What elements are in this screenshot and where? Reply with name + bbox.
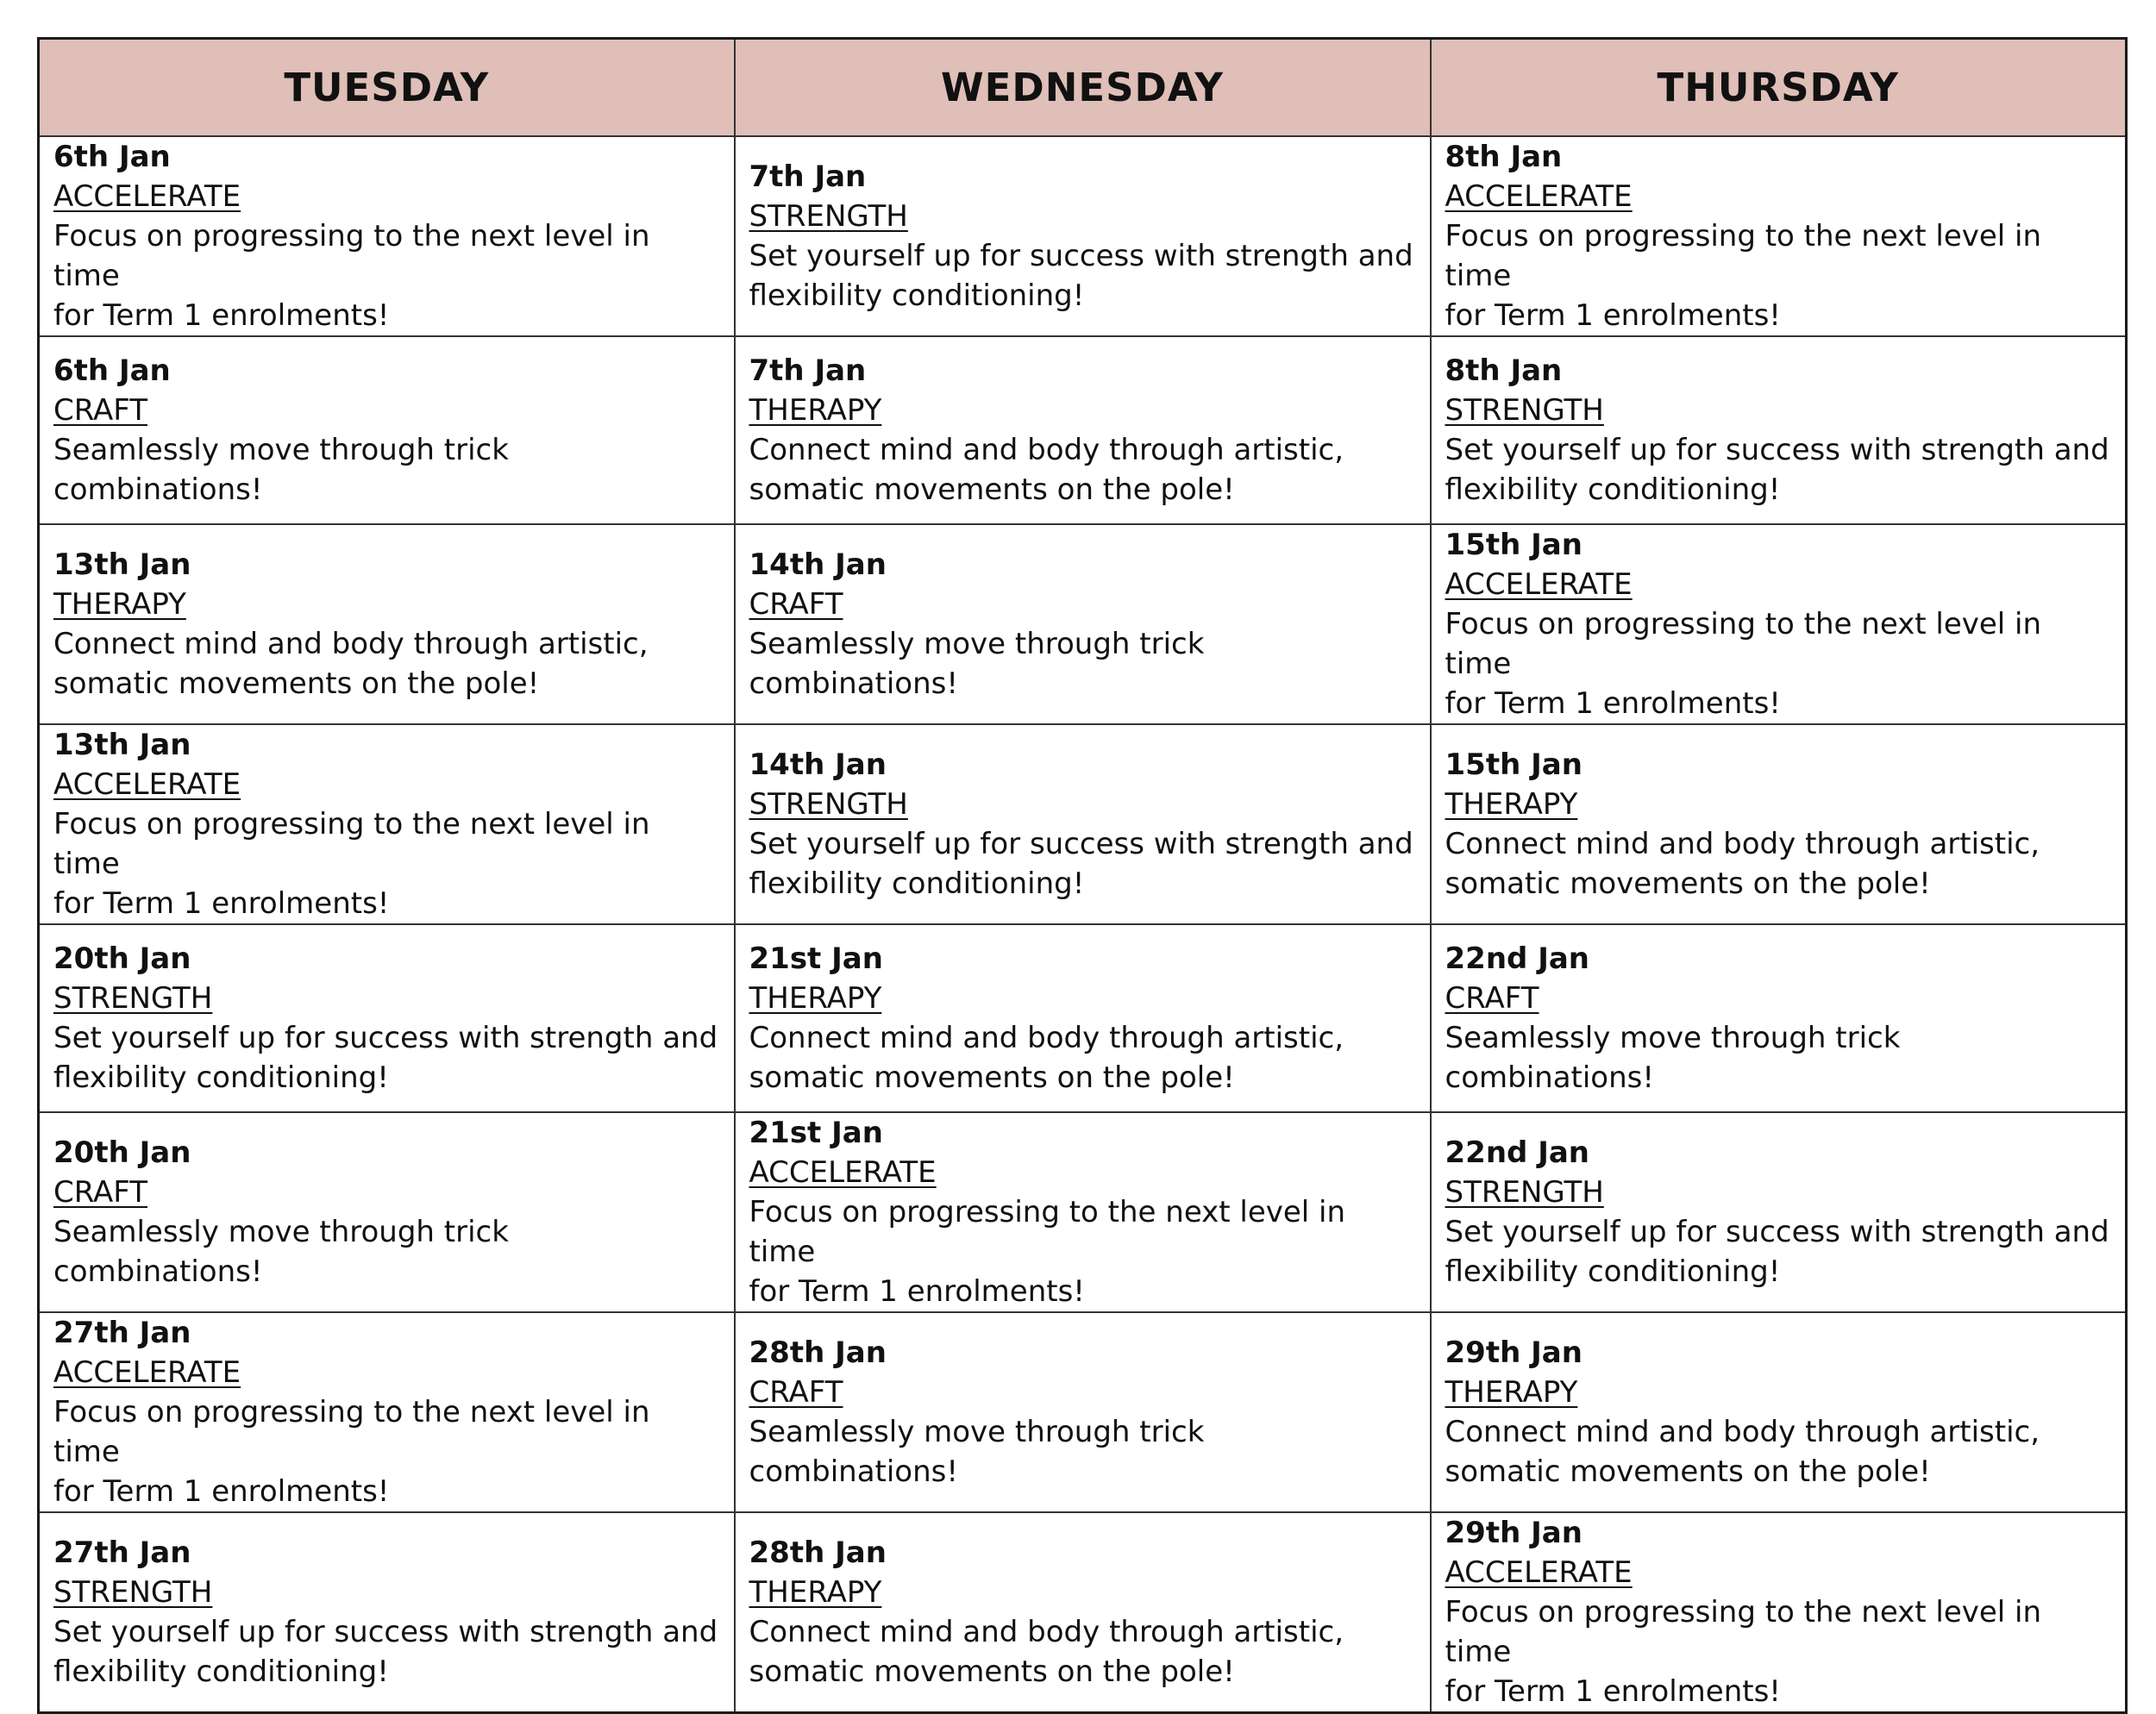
cell-description: Set yourself up for success with strength and flexibility conditioning!	[749, 826, 1413, 901]
cell-date: 15th Jan	[1445, 747, 1583, 782]
cell-class-name: ACCELERATE	[1445, 1554, 1633, 1590]
cell-description: Connect mind and body through artistic, somatic movements on the pole!	[1445, 1414, 2040, 1489]
table-row	[39, 136, 2127, 336]
cell-date: 6th Jan	[53, 139, 171, 174]
cell-description: Focus on progressing to the next level in time for Term 1 enrolments!	[53, 218, 650, 333]
cell-class-name: ACCELERATE	[749, 1154, 937, 1190]
cell-class-name: STRENGTH	[1445, 1174, 1604, 1210]
cell-description: Seamlessly move through trick combinations!	[53, 432, 509, 507]
schedule-cell	[1431, 924, 2127, 1112]
cell-date: 22nd Jan	[1445, 1135, 1589, 1170]
table-row	[39, 336, 2127, 524]
header-thursday: THURSDAY	[1431, 39, 2127, 136]
cell-description: Focus on progressing to the next level in time for Term 1 enrolments!	[1445, 606, 2042, 721]
cell-description: Connect mind and body through artistic, somatic movements on the pole!	[749, 1614, 1344, 1689]
cell-description: Set yourself up for success with strength and flexibility conditioning!	[53, 1614, 718, 1689]
table-row	[39, 1512, 2127, 1713]
schedule-cell	[735, 1512, 1431, 1713]
table-row	[39, 924, 2127, 1112]
schedule-cell	[1431, 724, 2127, 924]
header-tuesday: TUESDAY	[39, 39, 735, 136]
cell-date: 28th Jan	[749, 1535, 887, 1570]
cell-class-name: STRENGTH	[749, 786, 908, 822]
schedule-cell	[1431, 136, 2127, 336]
cell-class-name: CRAFT	[749, 586, 843, 622]
cell-description: Set yourself up for success with strength and flexibility conditioning!	[749, 238, 1413, 313]
cell-class-name: THERAPY	[749, 980, 882, 1016]
cell-date: 13th Jan	[53, 727, 191, 762]
schedule-cell	[39, 924, 735, 1112]
schedule-cell	[735, 1312, 1431, 1512]
cell-class-name: STRENGTH	[1445, 392, 1604, 428]
cell-date: 14th Jan	[749, 747, 887, 782]
cell-date: 21st Jan	[749, 941, 883, 976]
cell-class-name: STRENGTH	[749, 198, 908, 234]
cell-date: 20th Jan	[53, 1135, 191, 1170]
cell-class-name: ACCELERATE	[1445, 178, 1633, 214]
cell-date: 22nd Jan	[1445, 941, 1589, 976]
schedule-cell	[39, 336, 735, 524]
header-row	[39, 39, 2127, 136]
cell-date: 29th Jan	[1445, 1335, 1583, 1370]
cell-class-name: CRAFT	[53, 392, 147, 428]
cell-class-name: ACCELERATE	[1445, 566, 1633, 602]
schedule-cell	[39, 1112, 735, 1312]
cell-class-name: STRENGTH	[53, 1574, 213, 1610]
schedule-cell	[39, 524, 735, 724]
cell-date: 7th Jan	[749, 159, 867, 194]
cell-class-name: CRAFT	[1445, 980, 1539, 1016]
cell-date: 29th Jan	[1445, 1515, 1583, 1550]
cell-class-name: THERAPY	[53, 586, 186, 622]
cell-description: Focus on progressing to the next level in time for Term 1 enrolments!	[53, 1394, 650, 1509]
schedule-cell	[735, 524, 1431, 724]
schedule-cell	[1431, 1312, 2127, 1512]
cell-class-name: ACCELERATE	[53, 1354, 241, 1390]
schedule-cell	[39, 136, 735, 336]
cell-date: 28th Jan	[749, 1335, 887, 1370]
schedule-cell	[1431, 524, 2127, 724]
cell-description: Set yourself up for success with strength and flexibility conditioning!	[53, 1020, 718, 1095]
cell-date: 8th Jan	[1445, 139, 1563, 174]
cell-class-name: THERAPY	[749, 1574, 882, 1610]
cell-description: Set yourself up for success with strength and flexibility conditioning!	[1445, 432, 2109, 507]
cell-date: 27th Jan	[53, 1535, 191, 1570]
schedule-body	[39, 136, 2127, 1713]
cell-date: 13th Jan	[53, 547, 191, 582]
cell-description: Connect mind and body through artistic, somatic movements on the pole!	[749, 432, 1344, 507]
header-wednesday: WEDNESDAY	[735, 39, 1431, 136]
schedule-cell	[735, 724, 1431, 924]
table-row	[39, 1312, 2127, 1512]
cell-description: Connect mind and body through artistic, somatic movements on the pole!	[1445, 826, 2040, 901]
cell-description: Seamlessly move through trick combinations!	[749, 626, 1205, 701]
schedule-cell	[39, 724, 735, 924]
schedule-cell	[1431, 336, 2127, 524]
cell-date: 15th Jan	[1445, 527, 1583, 562]
cell-class-name: ACCELERATE	[53, 178, 241, 214]
schedule-cell	[735, 336, 1431, 524]
cell-class-name: CRAFT	[53, 1174, 147, 1210]
schedule-cell	[735, 136, 1431, 336]
cell-date: 14th Jan	[749, 547, 887, 582]
schedule-cell	[735, 924, 1431, 1112]
cell-description: Connect mind and body through artistic, somatic movements on the pole!	[53, 626, 649, 701]
cell-description: Focus on progressing to the next level in time for Term 1 enrolments!	[53, 806, 650, 921]
schedule-header	[39, 39, 2127, 136]
schedule-cell	[1431, 1112, 2127, 1312]
schedule-cell	[1431, 1512, 2127, 1713]
cell-date: 27th Jan	[53, 1315, 191, 1350]
cell-date: 21st Jan	[749, 1115, 883, 1150]
class-schedule-table	[37, 37, 2128, 1714]
cell-class-name: THERAPY	[749, 392, 882, 428]
table-row	[39, 524, 2127, 724]
table-row	[39, 724, 2127, 924]
cell-description: Connect mind and body through artistic, somatic movements on the pole!	[749, 1020, 1344, 1095]
cell-date: 6th Jan	[53, 353, 171, 388]
table-row	[39, 1112, 2127, 1312]
cell-class-name: THERAPY	[1445, 1374, 1578, 1410]
cell-description: Seamlessly move through trick combinations!	[1445, 1020, 1901, 1095]
cell-date: 7th Jan	[749, 353, 867, 388]
cell-description: Focus on progressing to the next level in time for Term 1 enrolments!	[1445, 1594, 2042, 1709]
schedule-cell	[735, 1112, 1431, 1312]
cell-description: Focus on progressing to the next level in time for Term 1 enrolments!	[749, 1194, 1346, 1309]
cell-class-name: ACCELERATE	[53, 766, 241, 802]
cell-description: Set yourself up for success with strength and flexibility conditioning!	[1445, 1214, 2109, 1289]
schedule-cell	[39, 1312, 735, 1512]
cell-date: 8th Jan	[1445, 353, 1563, 388]
cell-description: Seamlessly move through trick combinations!	[53, 1214, 509, 1289]
cell-class-name: THERAPY	[1445, 786, 1578, 822]
cell-description: Focus on progressing to the next level in time for Term 1 enrolments!	[1445, 218, 2042, 333]
cell-date: 20th Jan	[53, 941, 191, 976]
schedule-cell	[39, 1512, 735, 1713]
cell-class-name: CRAFT	[749, 1374, 843, 1410]
cell-description: Seamlessly move through trick combinations!	[749, 1414, 1205, 1489]
cell-class-name: STRENGTH	[53, 980, 213, 1016]
